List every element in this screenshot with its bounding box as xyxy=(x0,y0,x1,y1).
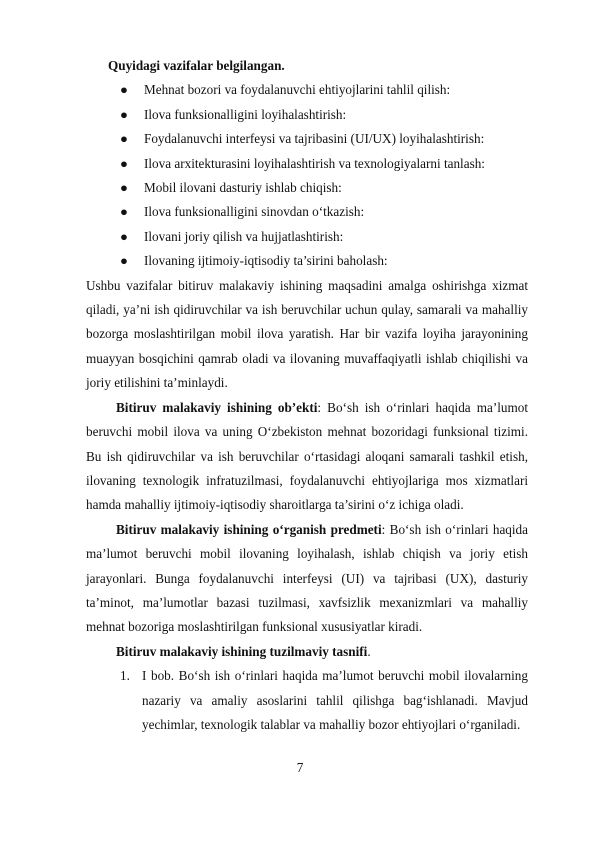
bullet-icon: ● xyxy=(120,253,128,269)
document-page xyxy=(86,54,528,737)
section-heading: Quyidagi vazifalar belgilangan. xyxy=(108,58,285,73)
list-item-text: Ilovaning ijtimoiy-iqtisodiy ta’sirini baholash: xyxy=(144,253,388,269)
chapter-number: 1. xyxy=(120,668,130,684)
list-item xyxy=(86,200,528,224)
list-item-text: Ilova arxitekturasini loyihalashtirish va texnologiyalarni tanlash: xyxy=(144,155,485,171)
subject-paragraph xyxy=(86,518,528,640)
list-item-text: Mehnat bozori va foydalanuvchi ehtiyojlarini tahlil qilish: xyxy=(144,82,451,98)
list-item xyxy=(86,225,528,249)
list-item-text: Foydalanuvchi interfeysi va tajribasini (UI/UX) loyihalashtirish: xyxy=(144,131,485,147)
bullet-icon: ● xyxy=(120,131,128,147)
bullet-icon: ● xyxy=(120,204,128,220)
object-label: Bitiruv malakaviy ishining ob’ekti xyxy=(116,399,318,415)
list-item xyxy=(86,249,528,273)
structure-label: Bitiruv malakaviy ishining tuzilmaviy tasnifi xyxy=(116,643,368,659)
object-paragraph xyxy=(86,396,528,518)
summary-paragraph: Ushbu vazifalar bitiruv malakaviy ishining maqsadini amalga oshirishga xizmat qiladi, ya’ni ish qidiruvchilar va ish beruvchilar uchun qulay, samarali va mahalliy bozorga moslashtirilgan mobil ilova yaratish. Har bir vazifa loyiha jarayonining muayyan bosqichini qamrab oladi va ilovaning muvaffaqiyatli ishlab chiqilishi va joriy etilishini ta’minlaydi. xyxy=(86,277,528,391)
list-item-text: Ilova funksionalligini loyihalashtirish: xyxy=(144,106,347,122)
bullet-icon: ● xyxy=(120,155,128,171)
bullet-icon: ● xyxy=(120,82,128,98)
list-item-text: Ilova funksionalligini sinovdan o‘tkazish: xyxy=(144,204,365,220)
bullet-icon: ● xyxy=(120,106,128,122)
subject-label: Bitiruv malakaviy ishining o‘rganish predmeti xyxy=(116,521,382,537)
structure-text: . xyxy=(367,643,371,659)
task-list xyxy=(86,78,528,273)
subject-text: : Bo‘sh ish o‘rinlari haqida ma’lumot beruvchi mobil ilovaning loyihalash, ishlab chiqish va joriy etish jarayonlari. Bunga foydalanuvchi interfeysi (UI) va tajribasi (UX), dasturiy ta’minot, ma’lumotlar bazasi tuzilmasi, xavfsizlik mexanizmlari va mahalliy mehnat bozoriga moslashtirilgan funksional xususiyatlar kiradi. xyxy=(86,521,529,635)
list-item xyxy=(86,127,528,151)
chapter-list xyxy=(86,664,528,737)
list-item xyxy=(86,176,528,200)
list-item xyxy=(86,78,528,102)
list-item-text: Mobil ilovani dasturiy ishlab chiqish: xyxy=(144,180,342,196)
object-text: : Bo‘sh ish o‘rinlari haqida ma’lumot beruvchi mobil ilova va uning O‘zbekiston mehnat bozoridagi funksional tizimi. Bu ish qidiruvchilar va ish beruvchilar o‘rtasidagi aloqani samarali tashkil etish, ilovaning texnologik infratuzilmasi, foydalanuvchi ehtiyojlariga mos xizmatlari hamda mahalliy ijtimoiy-iqtisodiy sharoitlarga ta’sirini o‘z ichiga oladi. xyxy=(86,399,528,513)
structure-paragraph xyxy=(86,640,528,664)
list-item xyxy=(86,664,528,737)
page-number: 7 xyxy=(296,760,304,775)
bullet-icon: ● xyxy=(120,180,128,196)
chapter-text: I bob. Bo‘sh ish o‘rinlari haqida ma’lumot beruvchi mobil ilovalarning nazariy va amaliy asoslarini tahlil qilishga bag‘ishlanadi. Mavjud yechimlar, texnologik talablar va mahalliy bozor ehtiyojlari o‘rganiladi. xyxy=(142,668,528,732)
bullet-icon: ● xyxy=(120,228,128,244)
list-item xyxy=(86,103,528,127)
list-item xyxy=(86,152,528,176)
list-item-text: Ilovani joriy qilish va hujjatlashtirish: xyxy=(144,228,344,244)
